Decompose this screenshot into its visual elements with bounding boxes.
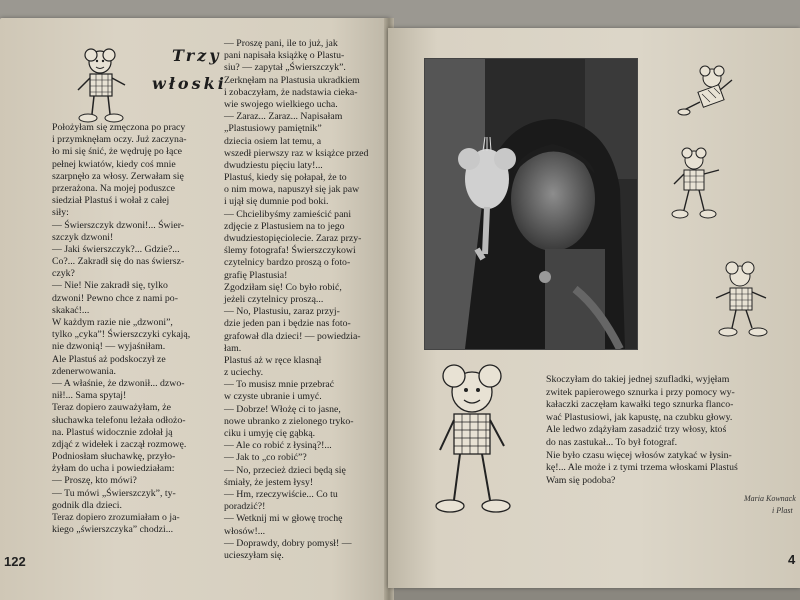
left-column-line: — Tu mówi „Świerszczyk”, ty-	[52, 487, 176, 499]
plastus-illustration-right-2	[664, 140, 744, 240]
left-column-line: siły:	[52, 207, 69, 219]
left-column-line: W każdym razie nie „dzwoni”,	[52, 317, 173, 328]
left-column-line: szarpnęło za włosy. Zerwałam się	[52, 170, 184, 182]
article-title-line2: włoski	[152, 74, 227, 93]
left-column-line: żyłam do ucha i powiedziałam:	[52, 463, 175, 475]
middle-column-line: Plastuś aż w ręce klasnął	[224, 354, 322, 366]
left-column-line: Podniosłam słuchawkę, przyło-	[52, 451, 176, 463]
photograph	[424, 58, 638, 350]
caption-line: zwitek papierowego sznurka i przy pomocy wy-	[546, 386, 735, 398]
caption-line: kę!... Ale może i z tymi trzema włoskami Plastuś	[546, 462, 738, 474]
middle-column-line: w czyste ubranie i umyć.	[224, 391, 322, 403]
caption-line: Wam się podoba?	[546, 474, 616, 486]
left-column-line: — A właśnie, że dzwonił... dzwo-	[52, 377, 185, 389]
caption-text	[546, 374, 738, 487]
left-column-line: słuchawka telefonu leżała odłożo-	[52, 414, 186, 426]
middle-column-line: dwudziestu pięciu laty!...	[224, 159, 323, 171]
middle-column-line: wszedł pierwszy raz w książce przed	[224, 147, 369, 159]
left-column-line: skakać!...	[52, 304, 90, 316]
plastus-illustration-large	[424, 360, 544, 530]
middle-column-line: z uciechy.	[224, 367, 264, 379]
page-number-right: 4	[788, 552, 796, 567]
middle-column-line: włosów!...	[224, 525, 266, 537]
left-column-line: przerażona. Na mojej poduszce	[52, 182, 175, 194]
article-title-line1: Trzy	[172, 46, 222, 65]
left-column-line: godnik dla dzieci.	[52, 499, 122, 511]
middle-column-line: Zgodziłam się! Co było robić,	[224, 281, 342, 293]
left-column-line: — Nie! Nie zakradł się, tylko	[52, 280, 168, 292]
left-column-line: dzwoni! Pewno chce z nami po-	[52, 292, 178, 304]
left-column-line: — Jaki świerszczyk?... Gdzie?...	[52, 243, 180, 255]
middle-column-line: i ujął się dumnie pod boki.	[224, 196, 329, 208]
middle-column-line: dziecia osiem lat temu, a	[224, 135, 322, 147]
left-column-line: Co?... Zakradł się do nas świersz-	[52, 256, 185, 268]
middle-column-line: śmiały, że jestem łysy!	[224, 476, 314, 488]
left-column-line: Teraz dopiero zauważyłam, że	[52, 402, 171, 414]
middle-column-line: grafię Plastusia!	[224, 269, 288, 281]
middle-column-line: — Wetknij mi w głowę trochę	[224, 513, 343, 525]
middle-column-line: — Doprawdy, dobry pomysł! —	[224, 537, 352, 549]
left-column-line: nie dzwonią! — wyjaśniłam.	[52, 341, 166, 353]
caption-line: Ale ledwo zdążyłam zasadzić trzy włosy, ktoś	[546, 424, 727, 436]
plastus-illustration-top-left	[70, 40, 150, 130]
left-column-line: nił!... Sama spytaj!	[52, 390, 127, 402]
middle-column-line: jeżeli czytelnicy proszą...	[224, 293, 324, 305]
left-column-line: — Świerszczyk dzwoni!... Świer-	[52, 219, 185, 231]
middle-column-line: Zerknęłam na Plastusia ukradkiem	[224, 74, 360, 86]
caption-line: wać Plastusiowi, jak kapustę, na czubku głowy.	[546, 411, 733, 423]
caption-line: kałaczki zaczęłam kawałki tego sznurka flanco-	[546, 399, 734, 411]
middle-column-line: pani napisała książkę o Plastu-	[224, 50, 345, 62]
middle-text-column	[224, 38, 368, 562]
left-column-line: i przymknęłam oczy. Już zaczyna-	[52, 134, 187, 146]
left-column-line: — Proszę, kto mówi?	[52, 475, 137, 487]
middle-column-line: i zobaczyłam, że nadstawia cieka-	[224, 86, 358, 98]
middle-column-line: — Dobrze! Włożę ci to jasne,	[224, 403, 341, 415]
middle-column-line: ciku i umyję cię gąbką.	[224, 428, 316, 439]
middle-column-line: Plastuś, kiedy się połapał, że to	[224, 172, 347, 184]
middle-column-line: siu? — zapytał „Świerszczyk”.	[224, 62, 346, 74]
page-number-left: 122	[4, 554, 26, 569]
left-column-line: ło mi się śnić, że wędruję po łące	[52, 146, 183, 158]
photo-image	[425, 59, 637, 349]
middle-column-line: grafował dla dzieci! — powiedzia-	[224, 330, 361, 342]
caption-line: Nie było czasu więcej włosów zatykać w łysin-	[546, 449, 732, 461]
middle-column-line: czytelnicy bardzo proszą o foto-	[224, 257, 351, 269]
caption-line: do nas zastukał... To był fotograf.	[546, 436, 678, 448]
middle-column-line: ślemy fotografa! Świerszczykowi	[224, 245, 356, 257]
left-column-line: na. Plastuś widocznie zdołał ją	[52, 426, 173, 438]
middle-column-line: — Ale co robić z łysiną?!...	[224, 440, 332, 452]
left-column-line: Teraz dopiero zrozumiałam o ja-	[52, 512, 180, 523]
middle-column-line: o nim mowa, napuszył się jak paw	[224, 184, 360, 196]
middle-column-line: nowe ubranko z zielonego tryko-	[224, 415, 354, 427]
middle-column-line: — No, przecież dzieci będą się	[224, 464, 346, 476]
middle-column-line: łam.	[224, 342, 242, 354]
plastus-illustration-right-1	[672, 60, 742, 130]
left-column-line: zdjąć z widełek i zaczął rozmowę.	[52, 438, 187, 450]
left-column-line: czyk?	[52, 268, 75, 280]
left-column-line: szczyk dzwoni!	[52, 231, 114, 243]
left-column-line: zdenerwowania.	[52, 365, 116, 377]
left-column-line: siedział Plastuś i wołał z całej	[52, 195, 170, 207]
middle-column-line: dzie jeden pan i będzie nas foto-	[224, 318, 351, 330]
middle-column-line: — Proszę pani, ile to już, jak	[224, 38, 338, 49]
middle-column-line: — Zaraz... Zaraz... Napisałam	[224, 111, 343, 123]
middle-column-line: — No, Plastusiu, zaraz przyj-	[224, 306, 340, 318]
caption-line: Skoczyłam do takiej jednej szufladki, wyjęłam	[546, 374, 730, 385]
left-column-line: Ale Plastuś aż podskoczył ze	[52, 353, 166, 365]
author-signature-line2: i Plast	[772, 506, 793, 515]
middle-column-line: poradzić?!	[224, 501, 266, 513]
middle-column-line: ucieszyłam się.	[224, 549, 284, 561]
plastus-illustration-right-3	[710, 258, 790, 348]
middle-column-line: — To musisz mnie przebrać	[224, 379, 335, 391]
middle-column-line: zdjęcie z Plastusiem na to jego	[224, 220, 345, 232]
middle-column-line: — Chcielibyśmy zamieścić pani	[224, 208, 352, 220]
left-column-line: tylko „cyka”! Świerszczyki cykają,	[52, 329, 191, 341]
middle-column-line: — Jak to „co robić”?	[224, 452, 307, 464]
left-text-column	[52, 122, 190, 536]
middle-column-line: „Plastusiowy pamiętnik”	[224, 123, 322, 135]
author-signature-line1: Maria Kownack	[744, 494, 796, 503]
middle-column-line: wie swojego wielkiego ucha.	[224, 98, 338, 110]
left-column-line: kiego „świerszczyka” chodzi...	[52, 524, 174, 536]
left-column-line: Położyłam się zmęczona po pracy	[52, 122, 186, 133]
left-column-line: pełnej kwiatów, kiedy coś mnie	[52, 158, 176, 170]
middle-column-line: dwudziestopięciolecie. Zaraz przy-	[224, 233, 362, 244]
middle-column-line: — Hm, rzeczywiście... Co tu	[224, 488, 338, 500]
